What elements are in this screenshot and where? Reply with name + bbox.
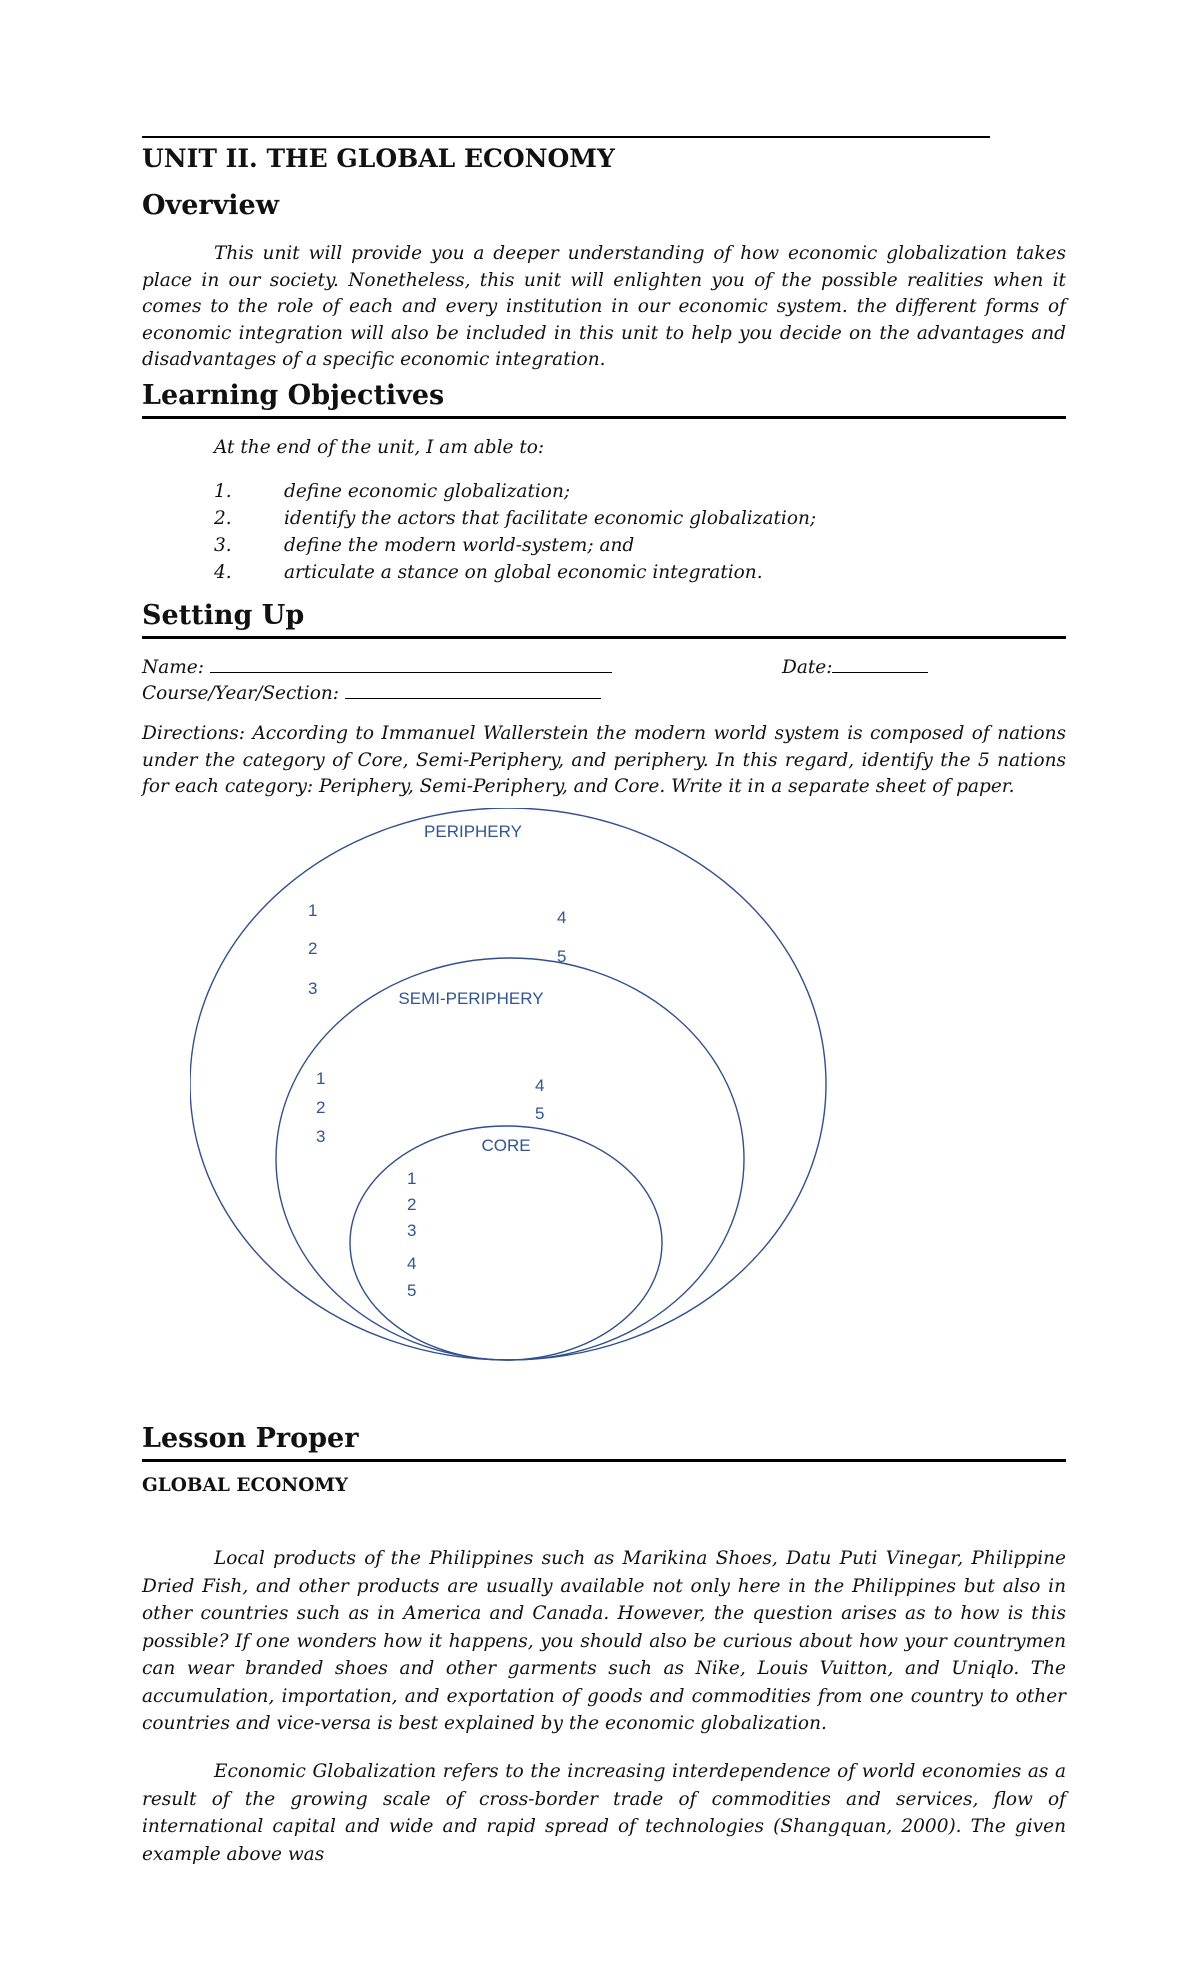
objective-item: 4. articulate a stance on global economic integration.	[214, 562, 763, 583]
date-label: Date:	[782, 657, 833, 678]
semi-periphery-number: 4	[535, 1076, 545, 1095]
learning-objectives-rule	[142, 416, 1066, 419]
unit-title: UNIT II. THE GLOBAL ECONOMY	[142, 144, 615, 173]
semi-periphery-number: 3	[316, 1127, 326, 1146]
lesson-proper-rule	[142, 1459, 1066, 1462]
objective-item: 2. identify the actors that facilitate economic globalization;	[214, 508, 817, 529]
periphery-number: 2	[308, 939, 318, 958]
learning-objectives-heading: Learning Objectives	[142, 380, 445, 411]
core-number: 3	[407, 1221, 417, 1240]
lesson-paragraph-1: Local products of the Philippines such as Marikina Shoes, Datu Puti Vinegar, Philippine Dried Fish, and other products are usually available not only here in the Philippines but also in other countries such as in America and Canada. However, the question arises as to how is this possible? If one wonders how it happens, you should also be curious about how your countrymen can wear branded shoes and other garments such as Nike, Louis Vuitton, and Uniqlo. The accumulation, importation, and exportation of goods and commodities from one country to other countries and vice-versa is best explained by the economic globalization.	[142, 1548, 1066, 1734]
semi-periphery-number: 1	[316, 1069, 326, 1088]
date-blank[interactable]	[832, 656, 928, 673]
global-economy-subheading: GLOBAL ECONOMY	[142, 1475, 349, 1496]
core-number: 5	[407, 1281, 417, 1300]
lesson-paragraph-2: Economic Globalization refers to the increasing interdependence of world economies as a result of the growing scale of cross-border trade of commodities and services, flow of international capital and wide and rapid spread of technologies (Shangquan, 2000). The given example above was	[142, 1761, 1066, 1865]
periphery-number: 5	[557, 947, 567, 966]
periphery-label: PERIPHERY	[424, 822, 522, 841]
directions-text: Directions: According to Immanuel Wallerstein the modern world system is composed of nations under the category of Core, Semi-Periphery, and periphery. In this regard, identify the 5 nations for each category: Periphery, Semi-Periphery, and Core. Write it in a separate sheet of paper.	[142, 723, 1066, 797]
objectives-intro: At the end of the unit, I am able to:	[214, 437, 545, 458]
name-blank[interactable]	[210, 656, 612, 673]
core-label: CORE	[481, 1136, 531, 1155]
top-rule	[142, 136, 990, 138]
periphery-ellipse	[190, 808, 826, 1360]
objective-item: 1. define economic globalization;	[214, 481, 571, 502]
course-label: Course/Year/Section:	[142, 683, 340, 704]
date-field	[782, 656, 928, 678]
semi-periphery-ellipse	[276, 958, 744, 1360]
core-number: 1	[407, 1169, 417, 1188]
course-field	[142, 682, 601, 704]
world-system-diagram	[190, 808, 850, 1368]
semi-periphery-label: SEMI-PERIPHERY	[398, 989, 544, 1008]
core-number: 2	[407, 1195, 417, 1214]
objectives-list	[214, 478, 816, 586]
setting-up-rule	[142, 636, 1066, 639]
objective-item: 3. define the modern world-system; and	[214, 535, 635, 556]
lesson-proper-heading: Lesson Proper	[142, 1423, 359, 1454]
periphery-number: 4	[557, 908, 567, 927]
periphery-number: 1	[308, 901, 318, 920]
overview-text: This unit will provide you a deeper understanding of how economic globalization takes place in our society. Nonetheless, this unit will enlighten you of the possible realities when it comes to the role of each and every institution in our economic system. the different forms of economic integration will also be included in this unit to help you decide on the advantages and disadvantages of a specific economic integration.	[142, 243, 1066, 370]
periphery-number: 3	[308, 979, 318, 998]
name-label: Name:	[142, 657, 204, 678]
course-blank[interactable]	[345, 682, 601, 699]
overview-heading: Overview	[142, 190, 279, 221]
semi-periphery-number: 5	[535, 1104, 545, 1123]
semi-periphery-number: 2	[316, 1098, 326, 1117]
name-field	[142, 656, 612, 678]
core-number: 4	[407, 1254, 417, 1273]
setting-up-heading: Setting Up	[142, 600, 305, 631]
core-ellipse	[350, 1126, 662, 1360]
